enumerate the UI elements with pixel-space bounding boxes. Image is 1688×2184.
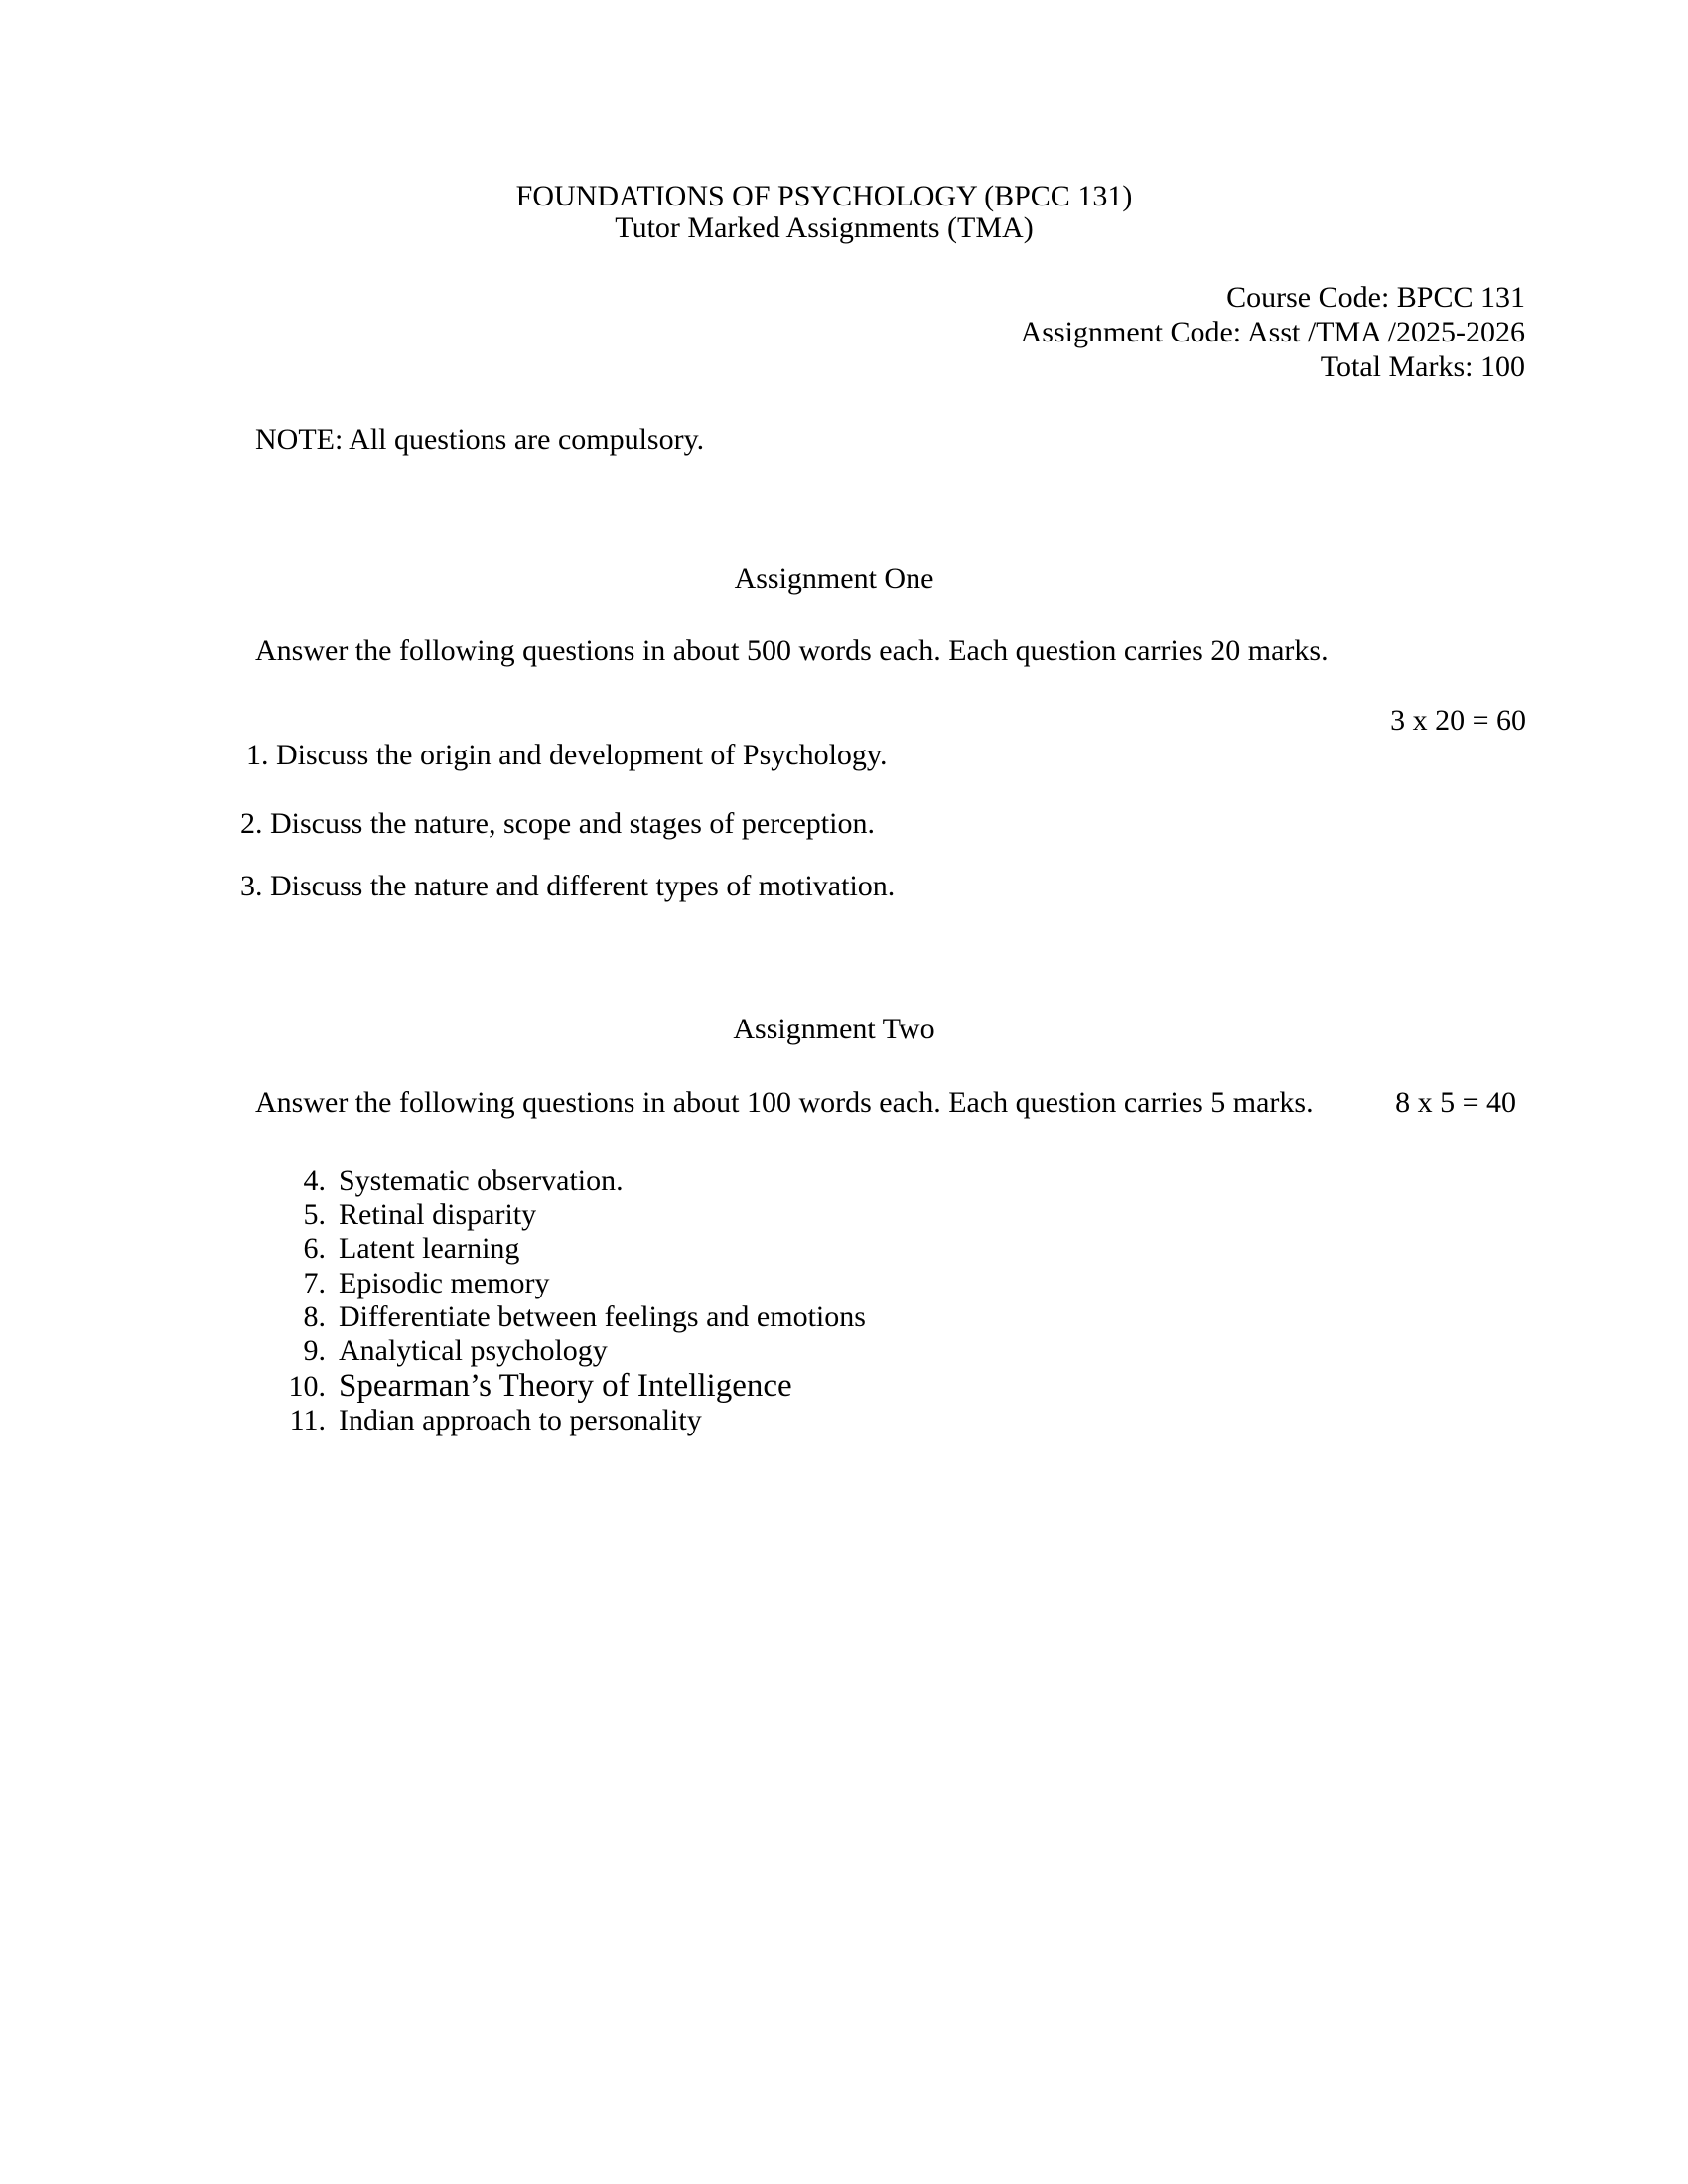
assignment-two-heading: Assignment Two bbox=[733, 1013, 935, 1045]
question-text: Systematic observation. bbox=[339, 1164, 624, 1197]
question-item-3 bbox=[240, 870, 895, 903]
question-text: Differentiate between feelings and emotions bbox=[339, 1300, 866, 1333]
assignment-two-marks-formula: 8 x 5 = 40 bbox=[1395, 1086, 1516, 1119]
question-item-1 bbox=[246, 739, 887, 772]
assignment-one-instruction: Answer the following questions in about 500 words each. Each question carries 20 marks. bbox=[255, 634, 1329, 667]
question-item-2 bbox=[240, 807, 875, 841]
question-number: 11. bbox=[289, 1404, 326, 1436]
course-info-block bbox=[1021, 280, 1525, 384]
question-text: Indian approach to personality bbox=[339, 1404, 702, 1436]
assignment-two-instruction: Answer the following questions in about 100 words each. Each question carries 5 marks. bbox=[255, 1086, 1314, 1119]
question-item-6 bbox=[248, 1232, 519, 1266]
question-number: 6. bbox=[303, 1232, 326, 1265]
question-number: 4. bbox=[303, 1164, 326, 1197]
question-number: 7. bbox=[303, 1267, 326, 1299]
question-item-11 bbox=[248, 1404, 702, 1437]
question-item-5 bbox=[248, 1198, 536, 1232]
course-code-line: Course Code: BPCC 131 bbox=[1226, 281, 1525, 314]
question-text: Spearman’s Theory of Intelligence bbox=[339, 1368, 792, 1404]
assignment-one-marks-formula: 3 x 20 = 60 bbox=[1390, 704, 1526, 737]
question-number: 2. bbox=[240, 807, 263, 840]
assignment-one-heading: Assignment One bbox=[734, 562, 934, 595]
question-item-7 bbox=[248, 1267, 549, 1300]
question-text: Discuss the nature and different types of motivation. bbox=[270, 870, 896, 902]
question-text: Episodic memory bbox=[339, 1267, 550, 1299]
question-text: Discuss the nature, scope and stages of perception. bbox=[270, 807, 875, 840]
question-number: 5. bbox=[303, 1198, 326, 1231]
question-text: Latent learning bbox=[339, 1232, 520, 1265]
question-item-9 bbox=[248, 1334, 608, 1368]
question-number: 8. bbox=[303, 1300, 326, 1333]
question-number: 1. bbox=[246, 739, 269, 771]
question-number: 9. bbox=[303, 1334, 326, 1367]
note-line: NOTE: All questions are compulsory. bbox=[255, 423, 705, 456]
assignment-code-line: Assignment Code: Asst /TMA /2025-2026 bbox=[1020, 316, 1525, 348]
question-text: Analytical psychology bbox=[339, 1334, 608, 1367]
title-line-1: FOUNDATIONS OF PSYCHOLOGY (BPCC 131) bbox=[515, 180, 1133, 212]
question-number: 3. bbox=[240, 870, 263, 902]
question-item-10 bbox=[248, 1369, 792, 1404]
document-title bbox=[0, 181, 1648, 244]
question-text: Retinal disparity bbox=[339, 1198, 537, 1231]
question-number: 10. bbox=[288, 1370, 326, 1403]
total-marks-line: Total Marks: 100 bbox=[1320, 350, 1525, 383]
question-item-8 bbox=[248, 1300, 866, 1334]
question-text: Discuss the origin and development of Psychology. bbox=[276, 739, 888, 771]
title-line-2: Tutor Marked Assignments (TMA) bbox=[615, 211, 1034, 244]
question-item-4 bbox=[248, 1164, 624, 1198]
